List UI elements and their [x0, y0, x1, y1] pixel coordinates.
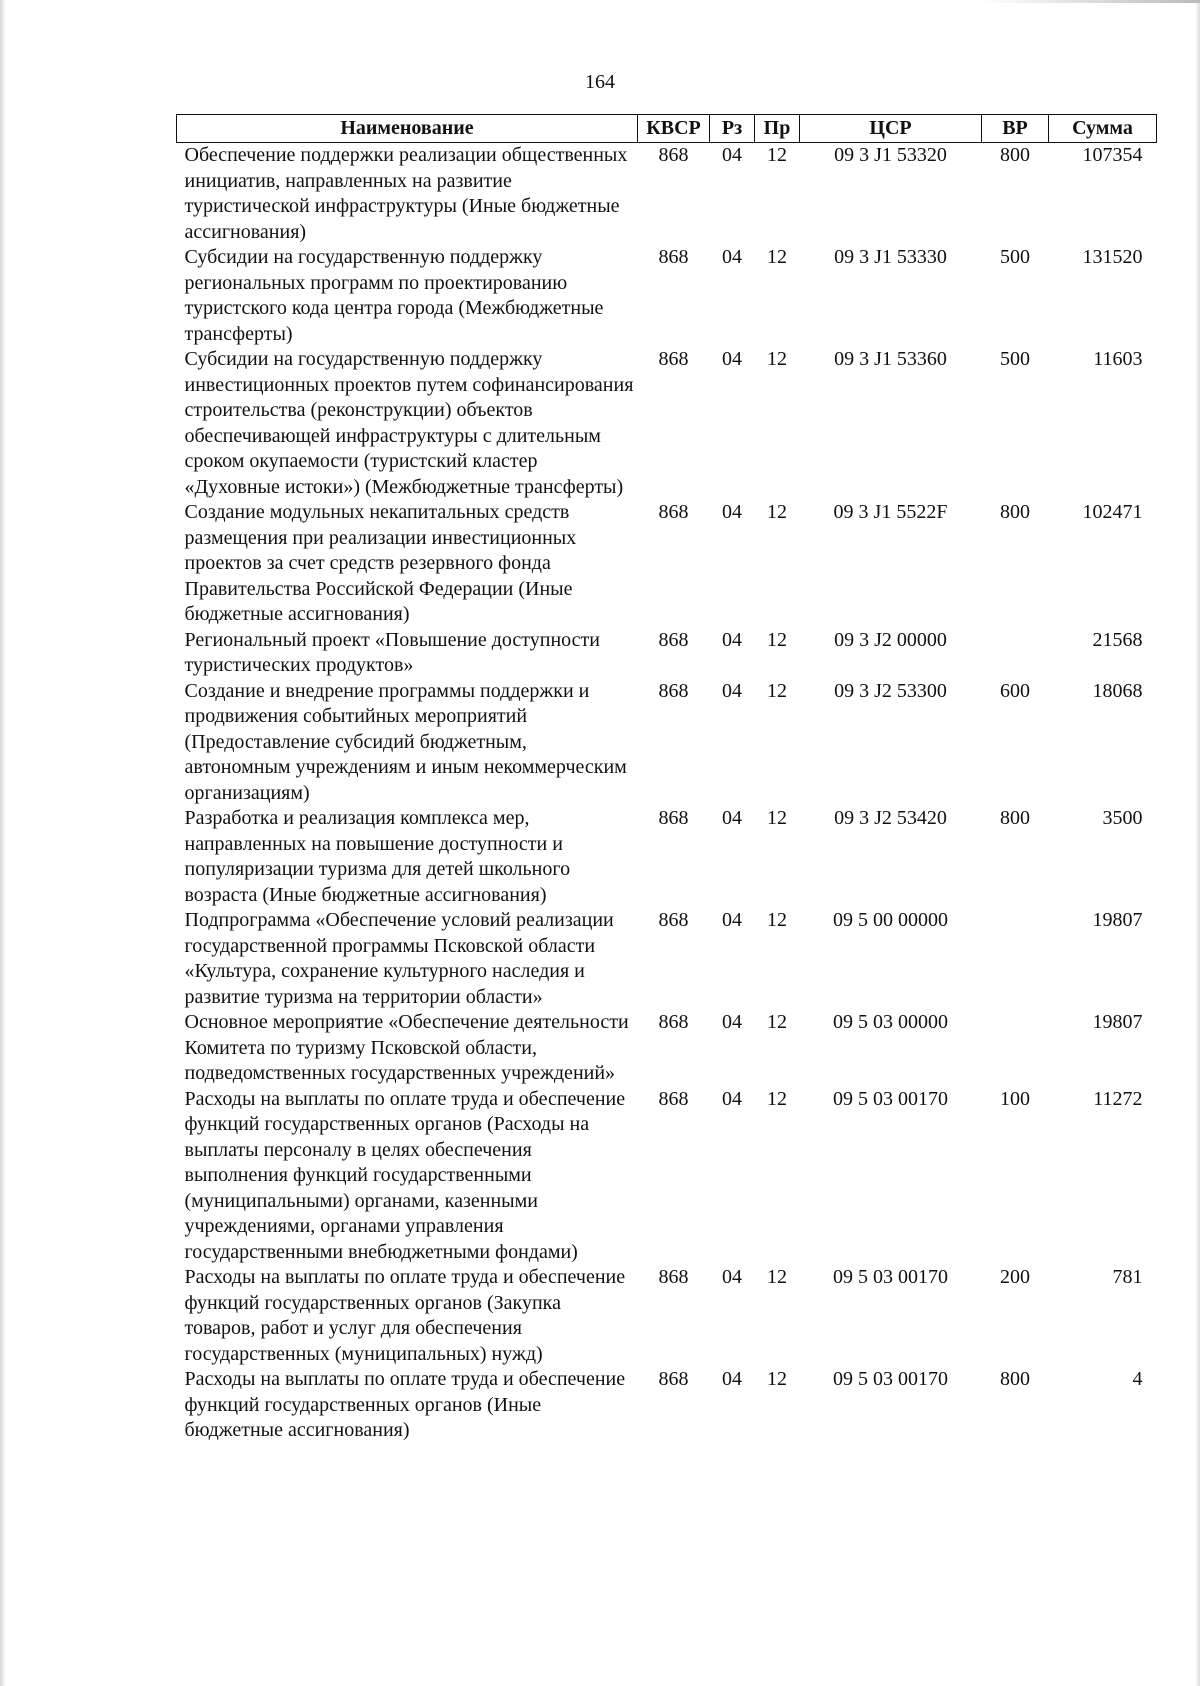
cell-vr: 800 [1000, 1368, 1030, 1390]
cell-kvsr: 868 [658, 501, 689, 523]
cell-rz: 04 [722, 1087, 742, 1110]
cell-kvsr: 868 [658, 246, 689, 268]
cell-csr: 09 3 J1 53330 [834, 246, 947, 268]
cell-vr: 500 [1000, 246, 1030, 268]
table-body [177, 143, 1157, 1444]
cell-csr: 09 3 J2 00000 [834, 628, 947, 651]
cell-vr: 800 [1000, 144, 1030, 166]
cell-pr: 12 [767, 246, 787, 268]
cell-name: Расходы на выплаты по оплате труда и обеспечение функций государственных органов (Иные бюджетные ассигнования) [184, 1368, 626, 1441]
cell-pr: 12 [767, 1368, 787, 1390]
table-row [177, 628, 1157, 679]
cell-rz: 04 [722, 909, 742, 931]
header-vr: ВР [982, 115, 1049, 143]
cell-rz: 04 [722, 246, 742, 268]
cell-kvsr: 868 [658, 1087, 689, 1110]
cell-vr [982, 628, 1049, 679]
page-number: 164 [585, 71, 615, 93]
cell-kvsr: 868 [658, 628, 689, 651]
cell-kvsr: 868 [658, 348, 689, 370]
cell-csr: 09 5 03 00170 [833, 1266, 948, 1288]
header-kvsr: КВСР [638, 115, 710, 143]
cell-rz: 04 [722, 1011, 742, 1033]
cell-sum: 18068 [1092, 679, 1143, 702]
cell-csr: 09 3 J2 53420 [834, 807, 947, 829]
table-row [177, 1367, 1157, 1444]
cell-pr: 12 [767, 807, 787, 829]
cell-csr: 09 3 J1 53320 [834, 144, 947, 166]
cell-pr: 12 [767, 144, 787, 166]
cell-sum: 11272 [1093, 1087, 1143, 1110]
cell-rz: 04 [722, 679, 742, 702]
table-row [177, 908, 1157, 1010]
cell-rz: 04 [722, 807, 742, 829]
cell-vr: 200 [1000, 1266, 1030, 1288]
table-row [177, 806, 1157, 908]
cell-csr: 09 5 03 00170 [833, 1368, 948, 1390]
cell-sum: 131520 [1082, 246, 1143, 268]
scan-right-edge [1195, 0, 1200, 1686]
cell-csr: 09 5 03 00000 [833, 1011, 948, 1033]
scan-left-edge [0, 0, 6, 1686]
cell-sum: 781 [1112, 1266, 1143, 1288]
header-sum: Сумма [1049, 115, 1157, 143]
header-rz: Рз [710, 115, 755, 143]
cell-name: Разработка и реализация комплекса мер, направленных на повышение доступности и популяризации туризма для детей школьного возраста (Иные бюджетные ассигнования) [184, 807, 571, 906]
header-row [177, 115, 1157, 143]
cell-sum: 11603 [1093, 348, 1143, 370]
cell-rz: 04 [722, 348, 742, 370]
cell-sum: 3500 [1102, 807, 1143, 829]
cell-pr: 12 [767, 909, 787, 931]
cell-name: Создание модульных некапитальных средств размещения при реализации инвестиционных проектов за счет средств резервного фонда Правительства Российской Федерации (Иные бюджетные ассигнования) [184, 501, 577, 625]
cell-kvsr: 868 [658, 1011, 689, 1033]
cell-kvsr: 868 [658, 909, 689, 931]
table-row [177, 1087, 1157, 1266]
cell-csr: 09 3 J1 5522F [833, 501, 948, 523]
cell-kvsr: 868 [658, 1368, 689, 1390]
cell-sum: 4 [1132, 1368, 1143, 1390]
cell-rz: 04 [722, 144, 742, 166]
cell-rz: 04 [722, 1266, 742, 1288]
cell-pr: 12 [767, 1266, 787, 1288]
cell-name: Создание и внедрение программы поддержки и продвижения событийных мероприятий (Предоставление субсидий бюджетным, автономным учреждениям и иным некоммерческим организациям) [184, 679, 627, 804]
table-row [177, 245, 1157, 347]
cell-rz: 04 [722, 1368, 742, 1390]
cell-sum: 19807 [1092, 909, 1143, 931]
table-row [177, 143, 1157, 246]
cell-csr: 09 3 J2 53300 [834, 679, 947, 702]
cell-kvsr: 868 [658, 144, 689, 166]
cell-vr: 800 [1000, 501, 1030, 523]
cell-kvsr: 868 [658, 679, 689, 702]
cell-name: Субсидии на государственную поддержку региональных программ по проектированию туристского кода центра города (Межбюджетные трансферты) [184, 246, 604, 345]
cell-csr: 09 5 00 00000 [833, 909, 948, 931]
cell-pr: 12 [767, 1087, 787, 1110]
cell-name: Региональный проект «Повышение доступности туристических продуктов» [184, 628, 600, 676]
table-row [177, 347, 1157, 500]
cell-kvsr: 868 [658, 807, 689, 829]
cell-rz: 04 [722, 501, 742, 523]
header-csr: ЦСР [800, 115, 982, 143]
cell-pr: 12 [767, 679, 787, 702]
cell-pr: 12 [767, 628, 787, 651]
cell-name: Расходы на выплаты по оплате труда и обеспечение функций государственных органов (Закупка товаров, работ и услуг для обеспечения государственных (муниципальных) нужд) [184, 1266, 626, 1365]
cell-vr: 500 [1000, 348, 1030, 370]
cell-name: Субсидии на государственную поддержку инвестиционных проектов путем софинансирования строительства (реконструкции) объектов обеспечивающей инфраструктуры с длительным сроком окупаемости (туристский кластер «Духовные истоки») (Межбюджетные трансферты) [184, 348, 634, 498]
header-name: Наименование [177, 115, 638, 143]
cell-pr: 12 [767, 501, 787, 523]
cell-pr: 12 [767, 348, 787, 370]
table-row [177, 1010, 1157, 1087]
cell-name: Обеспечение поддержки реализации общественных инициатив, направленных на развитие туристической инфраструктуры (Иные бюджетные ассигнования) [184, 144, 628, 243]
cell-csr: 09 3 J1 53360 [834, 348, 947, 370]
cell-csr: 09 5 03 00170 [833, 1087, 948, 1110]
scan-top-edge [980, 0, 1200, 3]
cell-rz: 04 [722, 628, 742, 651]
cell-sum: 19807 [1092, 1011, 1143, 1033]
cell-vr [982, 908, 1049, 1010]
cell-sum: 21568 [1092, 628, 1143, 651]
table-row [177, 500, 1157, 628]
cell-sum: 102471 [1082, 501, 1143, 523]
cell-name: Подпрограмма «Обеспечение условий реализации государственной программы Псковской области «Культура, сохранение культурного наследия и развитие туризма на территории области» [184, 909, 614, 1008]
cell-name: Расходы на выплаты по оплате труда и обеспечение функций государственных органов (Расходы на выплаты персоналу в целях обеспечения выполнения функций государственными (муниципальными) органами, казенными учреждениями, органами управления государственными внебюджетными фондами) [184, 1087, 626, 1263]
table-row [177, 1265, 1157, 1367]
table-header [177, 115, 1157, 143]
cell-kvsr: 868 [658, 1266, 689, 1288]
cell-vr [982, 1010, 1049, 1087]
header-pr: Пр [755, 115, 800, 143]
table-row [177, 679, 1157, 807]
cell-pr: 12 [767, 1011, 787, 1033]
cell-vr: 800 [1000, 807, 1030, 829]
cell-vr: 600 [1000, 679, 1030, 702]
cell-sum: 107354 [1082, 144, 1143, 166]
cell-vr: 100 [1000, 1087, 1030, 1110]
cell-name: Основное мероприятие «Обеспечение деятельности Комитета по туризму Псковской области, подведомственных государственных учреждений» [184, 1011, 629, 1084]
budget-table [176, 114, 1157, 1444]
